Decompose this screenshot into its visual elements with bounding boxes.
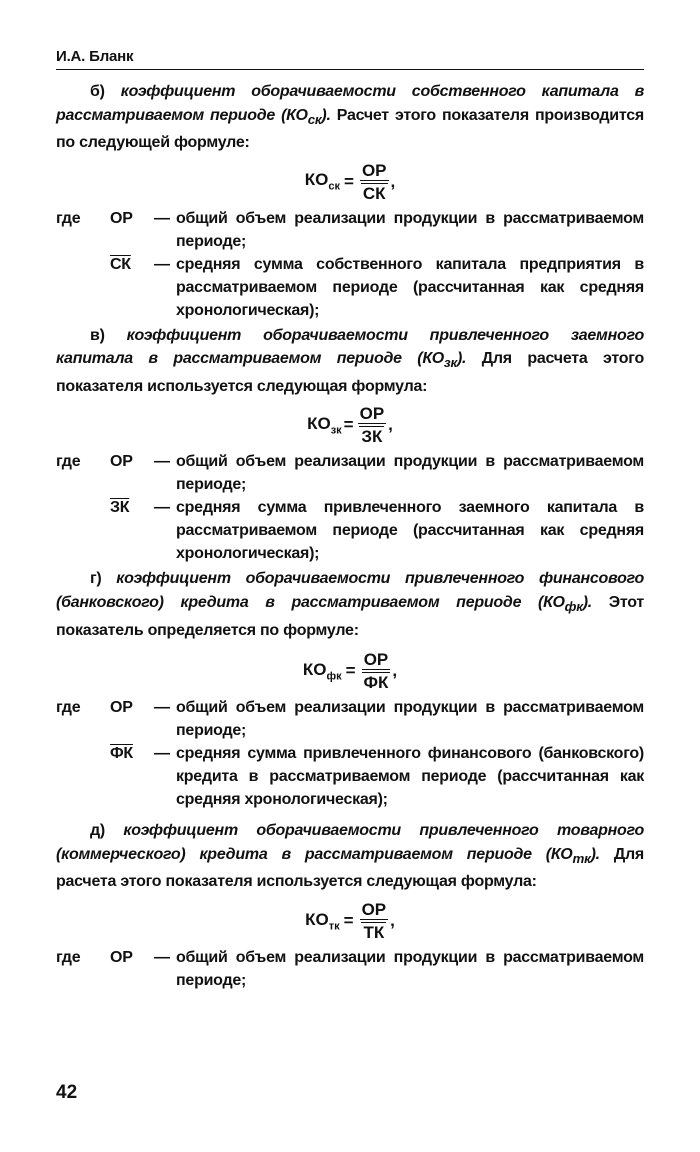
formula-lhs-sub: фк <box>326 670 342 683</box>
term-text: коэффициент оборачиваемости собственного капитала в рассматриваемом периоде (КО <box>56 83 644 124</box>
where-label: где <box>56 699 81 717</box>
term-subscript: зк <box>443 355 457 371</box>
where-label <box>56 742 110 811</box>
definition-symbol: ЗК <box>110 499 130 517</box>
definition-dash: — <box>154 948 170 966</box>
definition-dash: — <box>154 453 170 471</box>
formula <box>56 404 644 446</box>
fraction-denominator: ТК <box>363 922 385 942</box>
formula-lhs-sub: тк <box>328 919 340 932</box>
fraction-denominator: ФК <box>363 673 389 693</box>
definition-symbol: ОР <box>110 948 133 966</box>
page-number: 42 <box>56 1082 78 1103</box>
section-marker: г) <box>90 570 102 588</box>
section-marker: в) <box>90 326 105 344</box>
definition-symbol: ФК <box>110 745 133 763</box>
formula-tail: , <box>392 661 398 681</box>
where-label: где <box>56 948 81 966</box>
term-italic <box>56 570 644 615</box>
section-d <box>56 819 644 992</box>
formula-fraction <box>358 404 387 446</box>
definition-symbol: СК <box>110 255 131 273</box>
definitions <box>56 696 644 811</box>
formula <box>56 900 644 942</box>
definition-symbol: ОР <box>110 699 133 717</box>
formula-lhs-text: КО <box>307 414 331 434</box>
section-paragraph <box>56 80 644 155</box>
formula-equals: = <box>345 661 356 681</box>
section-paragraph <box>56 567 644 642</box>
term-end: ). <box>321 106 331 124</box>
section-paragraph <box>56 324 644 399</box>
formula-tail: , <box>388 415 393 435</box>
definition-text: общий объем реализации продукции в рассматриваемом периоде; <box>176 209 644 250</box>
formula-fraction <box>360 900 389 942</box>
term-end: ). <box>456 350 467 368</box>
definition-row <box>56 696 644 742</box>
where-label: где <box>56 209 81 227</box>
definition-text: средняя сумма привлеченного заемного капитала в рассматриваемом периоде (рассчитанная как средняя хронологическая); <box>176 499 644 563</box>
formula-lhs-text: КО <box>302 659 327 679</box>
definition-dash: — <box>154 255 170 273</box>
paragraph-rest: Этот показатель определяется по формуле: <box>56 593 644 639</box>
formula-lhs-text: КО <box>304 170 329 190</box>
formula-fraction <box>362 650 391 692</box>
formula-lhs <box>307 414 342 436</box>
section-marker: д) <box>90 822 105 840</box>
section-b <box>56 80 644 322</box>
definitions <box>56 207 644 322</box>
fraction-denominator: СК <box>362 183 386 203</box>
definition-symbol: ОР <box>110 453 133 471</box>
formula-tail: , <box>390 910 395 930</box>
fraction-numerator: ОР <box>359 404 385 424</box>
term-subscript: фк <box>564 599 583 615</box>
definition-row <box>56 742 644 811</box>
where-label: где <box>56 453 81 471</box>
term-text: коэффициент оборачиваемости привлеченного финансового (банковского) кредита в рассматриваемом периоде (КО <box>56 570 644 611</box>
formula-lhs <box>305 170 340 192</box>
definition-dash: — <box>154 745 170 763</box>
term-text: коэффициент оборачиваемости привлеченного товарного (коммерческого) кредита в рассматриваемом периоде (КО <box>56 822 644 863</box>
formula-lhs <box>305 910 340 932</box>
running-head: И.А. Бланк <box>56 48 644 70</box>
formula-lhs-text: КО <box>305 909 329 929</box>
definition-dash: — <box>154 209 170 227</box>
definition-text: средняя сумма привлеченного финансового (банковского) кредита в рассматриваемом периоде (рассчитанная как средняя хронологическая); <box>176 745 644 809</box>
book-page <box>56 48 644 992</box>
section-v <box>56 324 644 566</box>
definition-row <box>56 450 644 496</box>
where-label <box>56 496 110 565</box>
definition-row <box>56 946 644 992</box>
term-italic <box>56 822 644 866</box>
formula-equals: = <box>344 171 354 191</box>
fraction-numerator: ОР <box>363 650 389 670</box>
formula-equals: = <box>343 415 354 435</box>
term-subscript: тк <box>572 850 591 866</box>
definition-row <box>56 253 644 322</box>
formula <box>56 161 644 203</box>
formula-fraction <box>360 161 389 203</box>
definitions <box>56 946 644 992</box>
formula-lhs <box>303 660 342 682</box>
formula-lhs-sub: зк <box>330 424 342 437</box>
paragraph-rest: Расчет этого показателя производится по следующей формуле: <box>56 106 644 152</box>
paragraph-rest: Для расчета этого показателя используется следующая формула: <box>56 350 644 395</box>
term-text: коэффициент оборачиваемости привлеченного заемного капитала в рассматриваемом периоде (КО <box>56 326 644 368</box>
definition-row <box>56 496 644 565</box>
section-g <box>56 567 644 811</box>
term-end: ). <box>590 845 600 863</box>
fraction-numerator: ОР <box>361 160 387 180</box>
definitions <box>56 450 644 565</box>
formula-equals: = <box>343 910 354 930</box>
formula <box>56 650 644 692</box>
term-end: ). <box>582 593 592 611</box>
section-paragraph <box>56 819 644 894</box>
formula-lhs-sub: ск <box>328 180 340 193</box>
fraction-denominator: ЗК <box>361 427 383 447</box>
term-subscript: ск <box>307 111 322 127</box>
definition-text: общий объем реализации продукции в рассматриваемом периоде; <box>176 699 644 740</box>
where-label <box>56 253 110 322</box>
definition-row <box>56 207 644 253</box>
fraction-numerator: ОР <box>361 899 387 919</box>
definition-symbol: ОР <box>110 209 133 227</box>
section-marker: б) <box>90 83 105 100</box>
formula-tail: , <box>390 171 396 191</box>
definition-dash: — <box>154 499 170 517</box>
definition-text: общий объем реализации продукции в рассматриваемом периоде; <box>176 453 644 494</box>
paragraph-rest: Для расчета этого показателя используется следующая формула: <box>56 845 645 891</box>
definition-text: общий объем реализации продукции в рассматриваемом периоде; <box>176 948 644 989</box>
definition-dash: — <box>154 699 170 717</box>
definition-text: средняя сумма собственного капитала предприятия в рассматриваемом периоде (рассчитанная как средняя хронологическая); <box>176 255 644 319</box>
